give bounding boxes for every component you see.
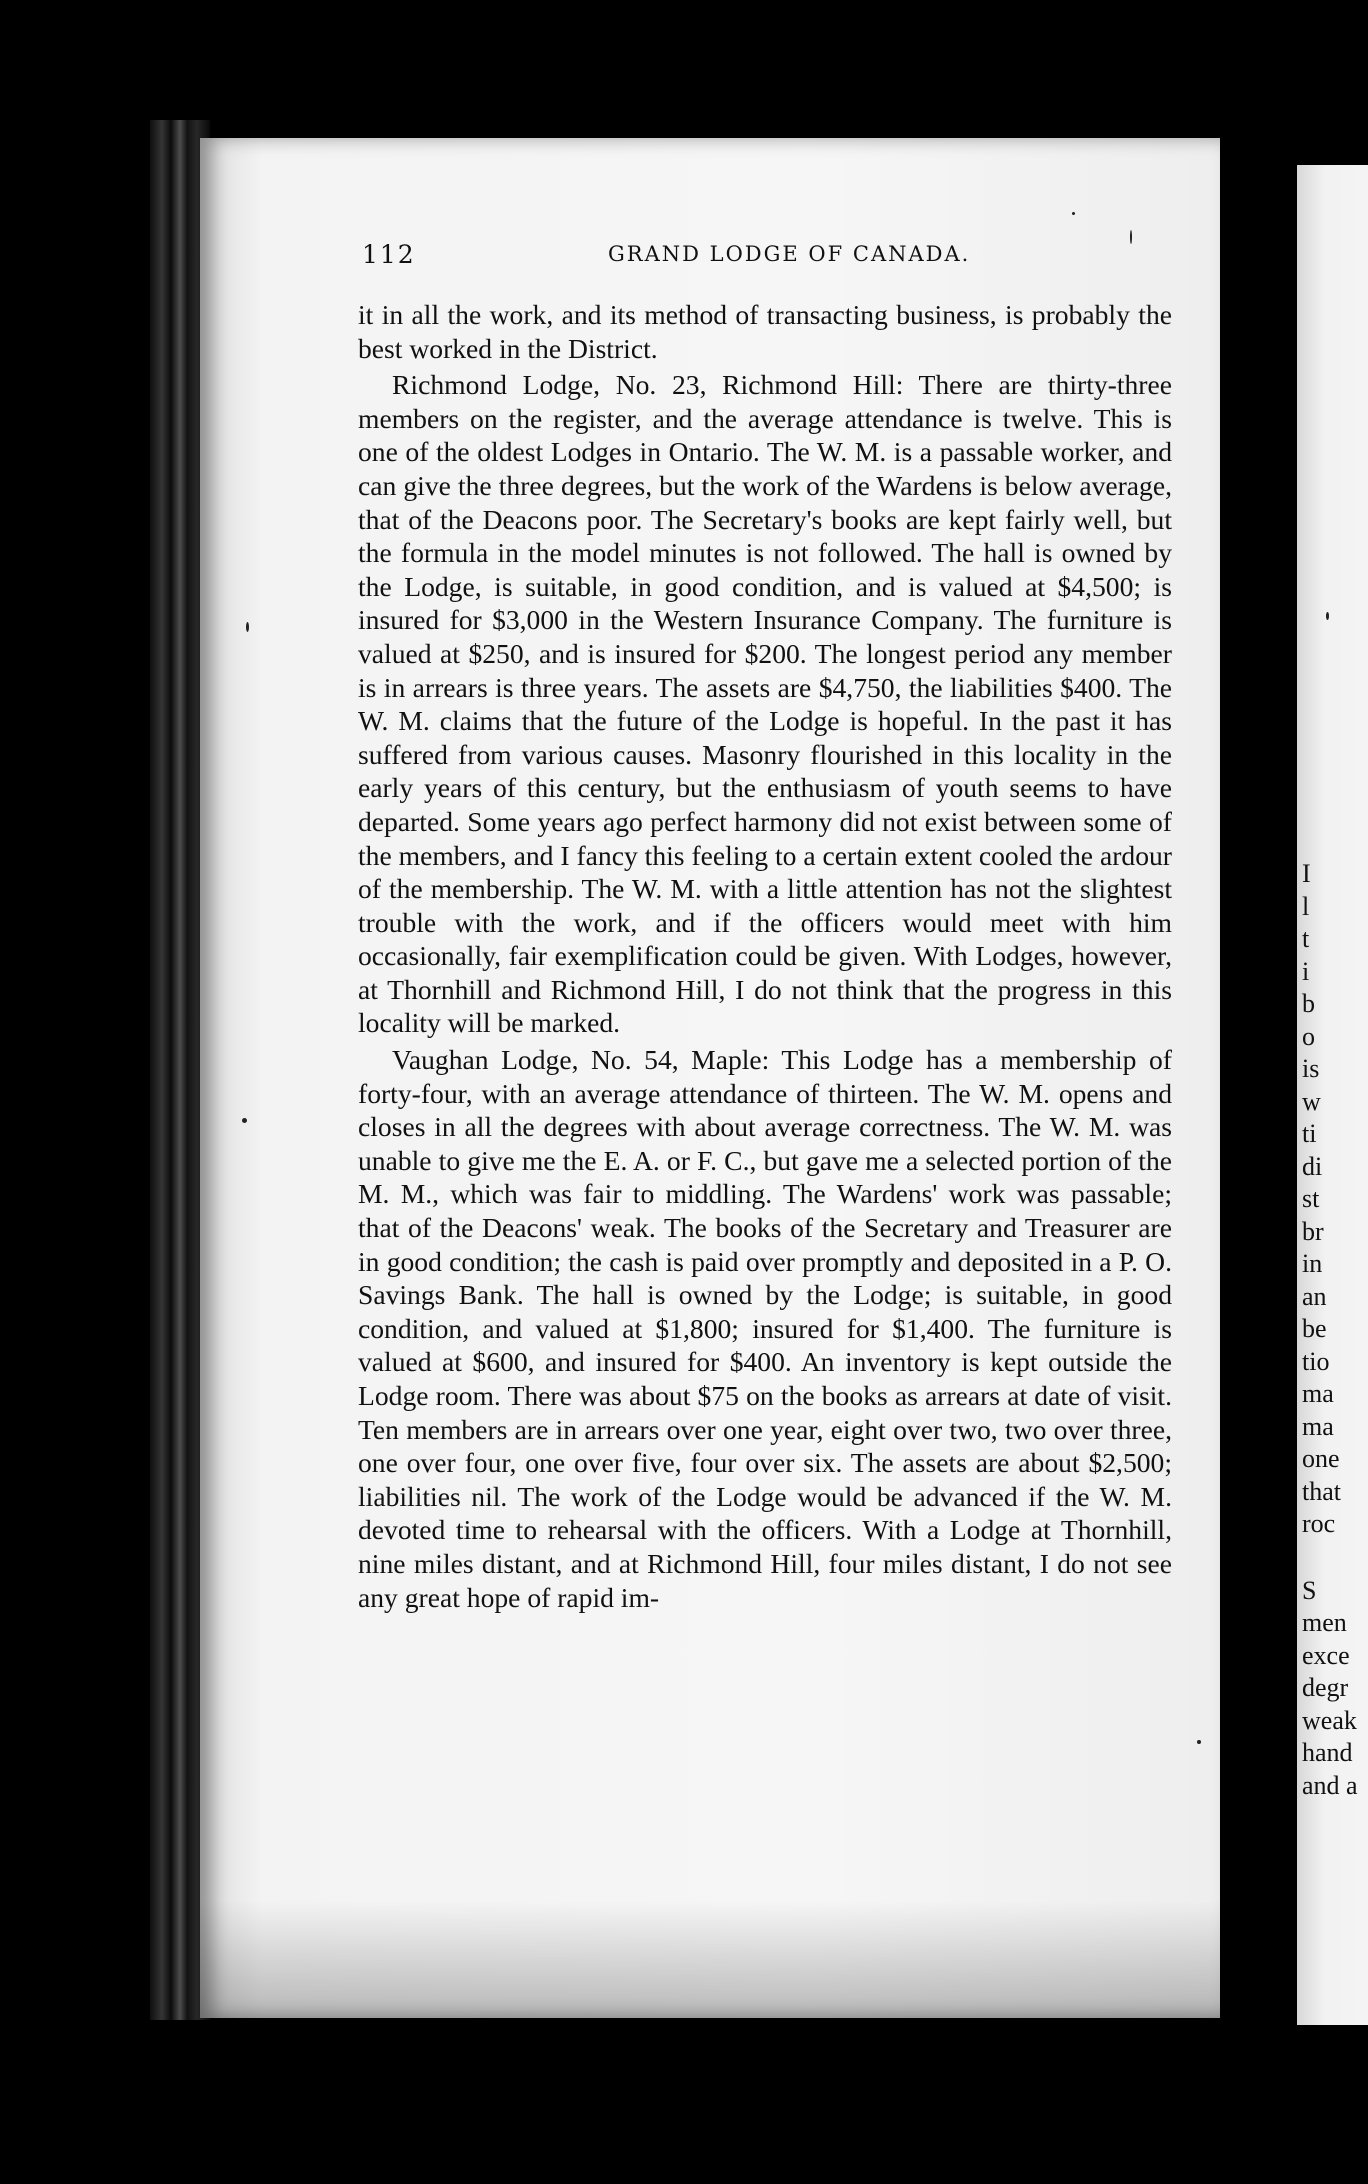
facing-page-text xyxy=(1302,858,1368,1802)
facing-paragraph-gap xyxy=(1302,1541,1368,1575)
page-number: 112 xyxy=(362,240,416,269)
running-title: GRAND LODGE OF CANADA. xyxy=(608,242,971,266)
page-body xyxy=(358,298,1172,1617)
facing-fragment: br xyxy=(1302,1216,1324,1246)
facing-fragment: t xyxy=(1302,924,1310,953)
facing-fragment: o xyxy=(1302,1021,1315,1051)
scan-speck xyxy=(1197,1740,1201,1744)
scan-speck xyxy=(1130,230,1132,244)
facing-fragment: roc xyxy=(1302,1509,1336,1538)
page-gap xyxy=(1220,120,1297,2040)
page-bottom-shadow xyxy=(200,1900,1220,2018)
facing-fragment: l xyxy=(1302,891,1310,921)
facing-fragment: hand xyxy=(1302,1738,1353,1767)
facing-fragment: one xyxy=(1302,1444,1340,1473)
scan-speck xyxy=(242,1118,247,1123)
facing-fragment: S xyxy=(1302,1575,1317,1605)
facing-fragment: I xyxy=(1302,859,1311,888)
facing-fragment: is xyxy=(1302,1054,1320,1083)
facing-fragment: men xyxy=(1302,1608,1347,1637)
facing-fragment: ma xyxy=(1302,1411,1334,1441)
facing-fragment: be xyxy=(1302,1314,1327,1343)
facing-fragment: b xyxy=(1302,989,1315,1018)
facing-fragment: in xyxy=(1302,1249,1323,1278)
facing-fragment: ti xyxy=(1302,1119,1317,1148)
paragraph-richmond-lodge: Richmond Lodge, No. 23, Richmond Hill: There are thirty-three members on the register, and the average attendance is twelve. This is one of the oldest Lodges in Ontario. The W. M. is a passable worker, and can give the three degrees, but the work of the Wardens is below average, that of the Deacons poor. The Secretary's books are kept fairly well, but the formula in the model minutes is not followed. The hall is owned by the Lodge, is suitable, in good condition, and is valued at $4,500; is insured for $3,000 in the Western Insurance Company. The furniture is valued at $250, and is insured for $200. The longest period any member is in arrears is three years. The assets are $4,750, the liabilities $400. The W. M. claims that the future of the Lodge is hopeful. In the past it has suffered from various causes. Masonry flourished in this locality in the early years of this century, but the enthusiasm of youth seems to have departed. Some years ago perfect harmony did not exist between some of the members, and I fancy this feeling to a certain extent cooled the ardour of the membership. The W. M. with a little attention has not the slightest trouble with the work, and if the officers would meet with him occasionally, fair exemplification could be given. With Lodges, however, at Thornhill and Richmond Hill, I do not think that the progress in this locality will be marked. xyxy=(358,369,1172,1039)
facing-fragment: tio xyxy=(1302,1346,1330,1376)
facing-fragment: an xyxy=(1302,1281,1327,1311)
scan-speck xyxy=(1326,612,1329,620)
facing-fragment: ma xyxy=(1302,1379,1334,1408)
facing-fragment: weak xyxy=(1302,1705,1357,1735)
facing-fragment: that xyxy=(1302,1476,1341,1506)
facing-fragment: exce xyxy=(1302,1640,1350,1670)
facing-fragment: di xyxy=(1302,1151,1323,1181)
paragraph-continuation: it in all the work, and its method of transacting business, is probably the best worked in the District. xyxy=(358,299,1172,364)
facing-fragment: w xyxy=(1302,1086,1321,1116)
facing-fragment: and a xyxy=(1302,1770,1358,1800)
running-head xyxy=(362,240,1192,280)
scan-speck xyxy=(1072,212,1075,215)
facing-fragment: st xyxy=(1302,1184,1320,1213)
facing-fragment: i xyxy=(1302,956,1310,986)
facing-fragment: degr xyxy=(1302,1673,1349,1702)
scan-speck xyxy=(246,622,249,632)
paragraph-vaughan-lodge: Vaughan Lodge, No. 54, Maple: This Lodge has a membership of forty-four, with an average attendance of thirteen. The W. M. opens and closes in all the degrees with about average correctness. The W. M. was unable to give me the E. A. or F. C., but gave me a selected portion of the M. M., which was fair to middling. The Wardens' work was passable; that of the Deacons' weak. The books of the Secretary and Treasurer are in good condition; the cash is paid over promptly and deposited in a P. O. Savings Bank. The hall is owned by the Lodge; is suitable, in good condition, and valued at $1,800; insured for $1,400. The furniture is valued at $600, and insured for $400. An inventory is kept outside the Lodge room. There was about $75 on the books as arrears at date of visit. Ten members are in arrears over one year, eight over two, two over three, one over four, one over five, four over six. The assets are about $2,500; liabilities nil. The work of the Lodge would be advanced if the W. M. devoted time to rehearsal with the officers. With a Lodge at Thornhill, nine miles distant, and at Richmond Hill, four miles distant, I do not see any great hope of rapid im- xyxy=(358,1044,1172,1613)
